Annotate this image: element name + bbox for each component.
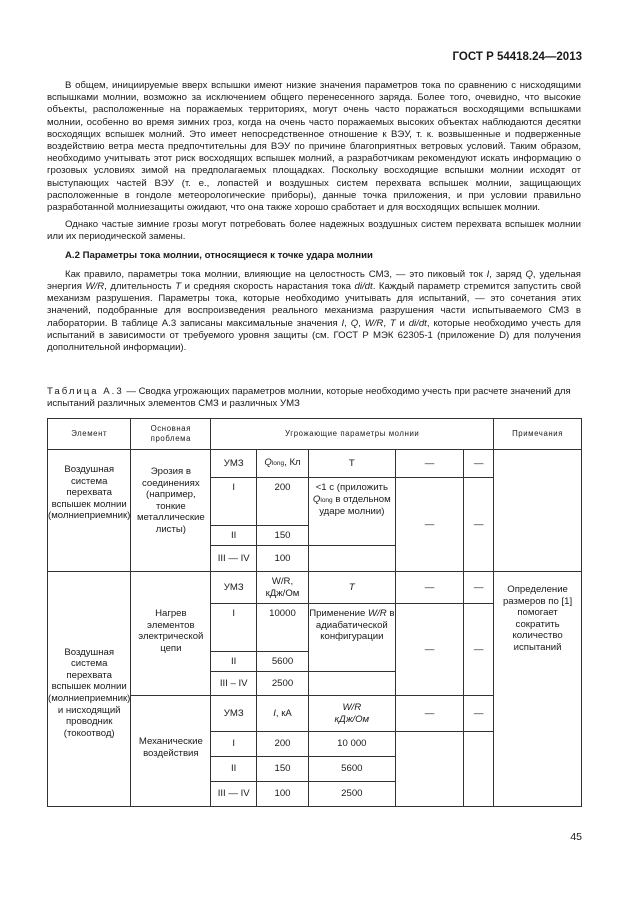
text-run: , (344, 317, 351, 329)
empty-cell (308, 672, 395, 696)
header-params: Угрожающие параметры молнии (211, 419, 494, 450)
wr-symbol: W/R (368, 608, 387, 619)
dash-cell: — (395, 478, 464, 572)
dash-cell: — (464, 450, 494, 478)
wr-label: W/R, (271, 575, 294, 587)
dash-cell: — (464, 572, 494, 604)
level-cell: I (211, 604, 257, 652)
q-header (257, 450, 309, 478)
wr-label: W/R (342, 701, 362, 713)
value-cell: 150 (257, 526, 309, 546)
value-cell: 10000 (257, 604, 309, 652)
i-unit: , кА (275, 707, 292, 719)
paragraph-winter-storms: Однако частые зимние грозы могут потребовать более надежных воздушных систем перехвата вспышек молнии или их периодической замены. (47, 219, 581, 243)
wr-unit: кДж/Ом (334, 713, 370, 725)
problem-cell: Эрозия в соединениях (например, тонкие металлические листы) (131, 450, 211, 572)
symbol-current: I (486, 268, 490, 280)
text-run: и средняя скорость нарастания тока (181, 281, 355, 293)
symbol-charge: Q (350, 317, 359, 329)
table-row (48, 450, 582, 478)
problem-cell: Механические воздействия (131, 696, 211, 807)
q-symbol: Q (312, 493, 321, 505)
value-cell: 5600 (257, 652, 309, 672)
t-header (308, 572, 395, 604)
problem-cell: Нагрев элементов электрической цепи (131, 572, 211, 696)
text-run: , заряд (489, 268, 526, 280)
q-subscript: long (271, 460, 285, 468)
q-unit: , Кл (284, 457, 301, 469)
application-note (308, 478, 395, 546)
level-cell: II (211, 526, 257, 546)
text-run: . Каждый параметр стремится запустить свой механизм разрушения. Параметры тока, которые необходимо учитывать для испытаний, — это сочетания этих значений, подобранные для воспроизведения реального механизма разрушения части испытываемого СМЗ в лаборатории. В таблице А.3 записаны максимальные значения (47, 281, 581, 329)
note-text: в адиабатической конфигурации (315, 608, 395, 643)
level-cell: II (211, 757, 257, 782)
wr-unit: кДж/Ом (265, 587, 300, 599)
note-text: в отдельном ударе молнии) (319, 493, 391, 518)
umz-header: УМЗ (211, 696, 257, 732)
header-problem: Основная проблема (131, 419, 211, 450)
symbol-energy: W/R (364, 317, 384, 329)
text-run: , удельная энергия (47, 268, 581, 293)
umz-header: УМЗ (211, 450, 257, 478)
dash-cell: — (395, 604, 464, 696)
notes-cell: Определение размеров по [1] помогает сократить количество испытаний (494, 572, 582, 807)
symbol-rate: di/dt (408, 317, 427, 329)
i-header (257, 696, 309, 732)
wr-header (257, 572, 309, 604)
text-run: и (395, 317, 409, 329)
document-header: ГОСТ Р 54418.24—2013 (452, 51, 582, 63)
empty-cell (464, 732, 494, 807)
symbol-energy: W/R (85, 281, 105, 293)
table-label: Таблица А.3 (47, 386, 124, 397)
note-text: Применение (309, 608, 369, 619)
level-cell: II (211, 652, 257, 672)
table-header-row (48, 419, 582, 450)
text-run: , (383, 317, 390, 329)
section-heading-a2: А.2 Параметры тока молнии, относящиеся к точке удара молнии (65, 249, 373, 261)
energy-value: 5600 (308, 757, 395, 782)
symbol-duration: Т (389, 317, 396, 329)
current-value: 150 (257, 757, 309, 782)
page-number: 45 (570, 831, 582, 843)
table-row (48, 572, 582, 604)
level-cell: I (211, 732, 257, 757)
t-header: T (308, 450, 395, 478)
i-symbol: I (273, 707, 276, 719)
note-text: <1 с (приложить (315, 482, 388, 493)
energy-value: 10 000 (308, 732, 395, 757)
energy-value: 2500 (308, 782, 395, 807)
t-symbol: T (348, 581, 355, 593)
value-cell: 200 (257, 478, 309, 526)
paragraph-upward-flashes: В общем, инициируемые вверх вспышки имеют низкие значения параметров тока по сравнению с нисходящими вспышками молнии, возможно за исключением общего перенесенного заряда. Более того, очевидно, что высокие объекты, расположенные на поражаемых территориях, могут очень часто поражаться восходящими вспышками молнии, особенно во время зимних гроз, когда на очень часто поражаемых высоких объектах наблюдаются десятки восходящих вспышек молний. Это имеет непосредственное отношение к ВЭУ, т. к. возвышенные и подверженные воздействию ветра места предпочтительны для ВЭУ по причине благоприятных ветровых условий. Таким образом, необходимо учитывать этот риск восходящих вспышек молний, а разработчикам рекомендуют искать информацию о грозовых условиях зимой на предполагаемых площадках. Поскольку восходящие вспышки молнии исходят от выступающих частей ВЭУ (т. е., лопастей и воздушных систем перехвата вспышек молнии, защищающих расположенные в гондоле метеорологические приборы), данные точка приложения, и при условии правильно разработанной молниезащиты ожидают, что она также хорошо сработает и для восходящих вспышек молнии. (47, 80, 581, 214)
body-text (47, 80, 581, 359)
symbol-current: I (341, 317, 345, 329)
text-run: , длительность (104, 281, 176, 293)
symbol-duration: T (175, 281, 182, 293)
umz-header: УМЗ (211, 572, 257, 604)
empty-cell (308, 546, 395, 572)
level-cell: I (211, 478, 257, 526)
dash-cell: — (464, 478, 494, 572)
level-cell: III – IV (211, 672, 257, 696)
text-run: , (358, 317, 365, 329)
text-run: Как правило, параметры тока молнии, влияющие на целостность СМЗ, — это пиковый ток (65, 268, 487, 280)
dash-cell: — (395, 572, 464, 604)
q-symbol: Q (264, 457, 272, 469)
current-value: 100 (257, 782, 309, 807)
table-caption-text: — Сводка угрожающих параметров молнии, которые необходимо учесть при расчете значений для испытаний различных элементов СМЗ и различных УМЗ (47, 386, 571, 410)
dash-cell: — (395, 696, 464, 732)
element-cell: Воздушная система перехвата вспышек молнии (молниеприемник) (48, 450, 131, 572)
value-cell: 2500 (257, 672, 309, 696)
application-note (308, 604, 395, 672)
element-cell: Воздушная система перехвата вспышек молнии (молниеприемник) и нисходящий проводник (токоотвод) (48, 572, 131, 807)
header-element: Элемент (48, 419, 131, 450)
threat-parameters-table (47, 418, 582, 807)
symbol-charge: Q (525, 268, 533, 280)
dash-cell: — (464, 604, 494, 696)
current-value: 200 (257, 732, 309, 757)
level-cell: III — IV (211, 546, 257, 572)
text-run: , которые необходимо учесть для испытаний в зависимости от требуемого уровня защиты (см. ГОСТ Р МЭК 62305-1 (приложение D) для получения дополнительной информации). (47, 317, 581, 354)
dash-cell: — (395, 450, 464, 478)
empty-cell (395, 732, 464, 807)
q-subscript: long (320, 496, 333, 504)
wr-header (308, 696, 395, 732)
dash-cell: — (464, 696, 494, 732)
header-notes: Примечания (494, 419, 582, 450)
symbol-rate: di/dt (354, 281, 373, 293)
table-caption (47, 386, 581, 410)
value-cell: 100 (257, 546, 309, 572)
notes-cell (494, 450, 582, 572)
paragraph-current-parameters (47, 269, 581, 354)
level-cell: III — IV (211, 782, 257, 807)
